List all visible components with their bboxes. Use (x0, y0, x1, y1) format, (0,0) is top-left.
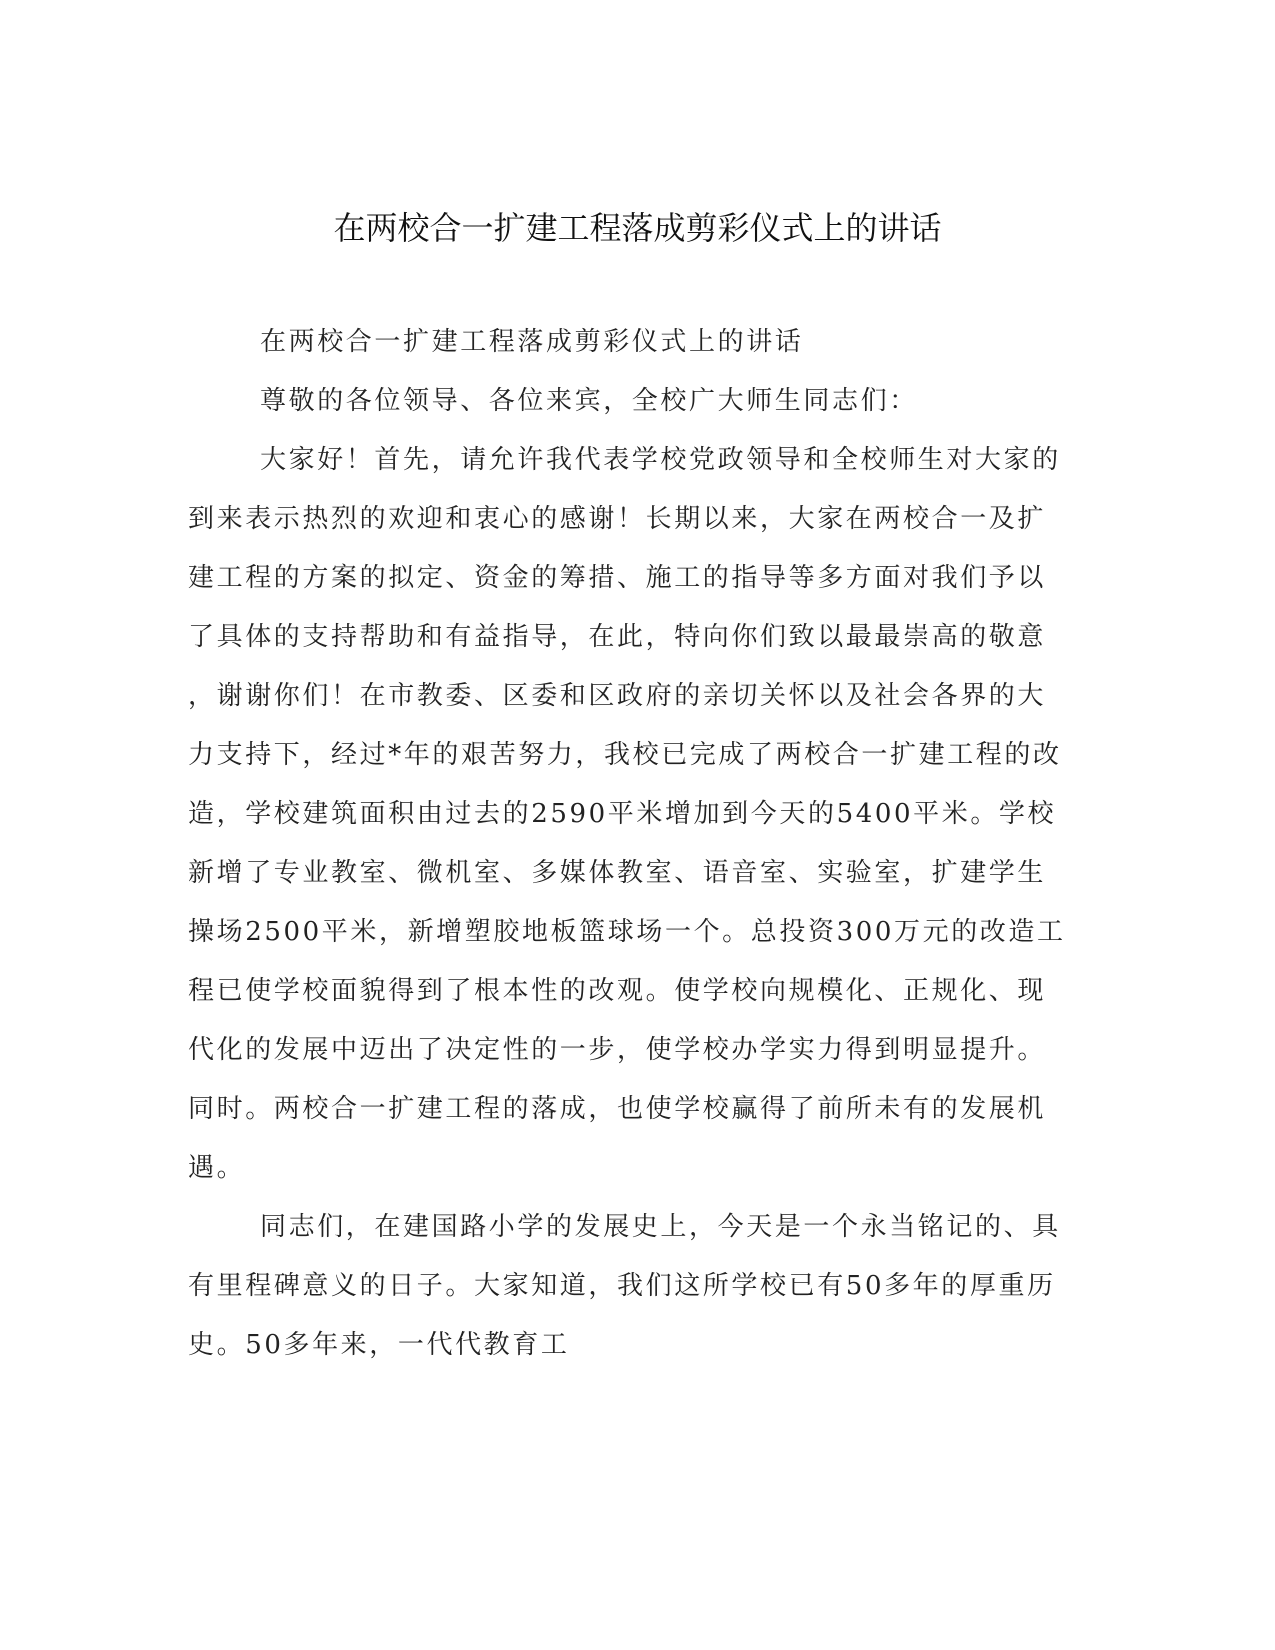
document-title: 在两校合一扩建工程落成剪彩仪式上的讲话 (333, 209, 942, 247)
body-line: 建工程的方案的拟定、资金的筹措、施工的指导等多方面对我们予以 (188, 563, 1047, 593)
body-line-subtitle: 在两校合一扩建工程落成剪彩仪式上的讲话 (260, 327, 804, 357)
body-line: 同志们，在建国路小学的发展史上，今天是一个永当铭记的、具 (260, 1212, 1061, 1242)
body-line: 造，学校建筑面积由过去的2590平米增加到今天的5400平米。学校 (188, 799, 1057, 829)
body-line: 史。50多年来，一代代教育工 (188, 1330, 570, 1360)
body-line: 程已使学校面貌得到了根本性的改观。使学校向规模化、正规化、现 (188, 976, 1047, 1006)
body-line: 遇。 (188, 1153, 246, 1183)
body-line: 同时。两校合一扩建工程的落成，也使学校赢得了前所未有的发展机 (188, 1094, 1047, 1124)
body-line: 新增了专业教室、微机室、多媒体教室、语音室、实验室，扩建学生 (188, 858, 1047, 888)
body-line: 大家好！首先，请允许我代表学校党政领导和全校师生对大家的 (260, 445, 1061, 475)
body-line: 了具体的支持帮助和有益指导，在此，特向你们致以最最崇高的敬意 (188, 622, 1047, 652)
body-line: 代化的发展中迈出了决定性的一步，使学校办学实力得到明显提升。 (188, 1035, 1047, 1065)
body-line: 到来表示热烈的欢迎和衷心的感谢！长期以来，大家在两校合一及扩 (188, 504, 1047, 534)
body-line: 力支持下，经过*年的艰苦努力，我校已完成了两校合一扩建工程的改 (188, 740, 1062, 770)
body-line-salutation: 尊敬的各位领导、各位来宾，全校广大师生同志们： (260, 386, 918, 416)
body-line: 操场2500平米，新增塑胶地板篮球场一个。总投资300万元的改造工 (188, 917, 1066, 947)
body-line: 有里程碑意义的日子。大家知道，我们这所学校已有50多年的厚重历 (188, 1271, 1056, 1301)
body-line: ，谢谢你们！在市教委、区委和区政府的亲切关怀以及社会各界的大 (188, 681, 1047, 711)
